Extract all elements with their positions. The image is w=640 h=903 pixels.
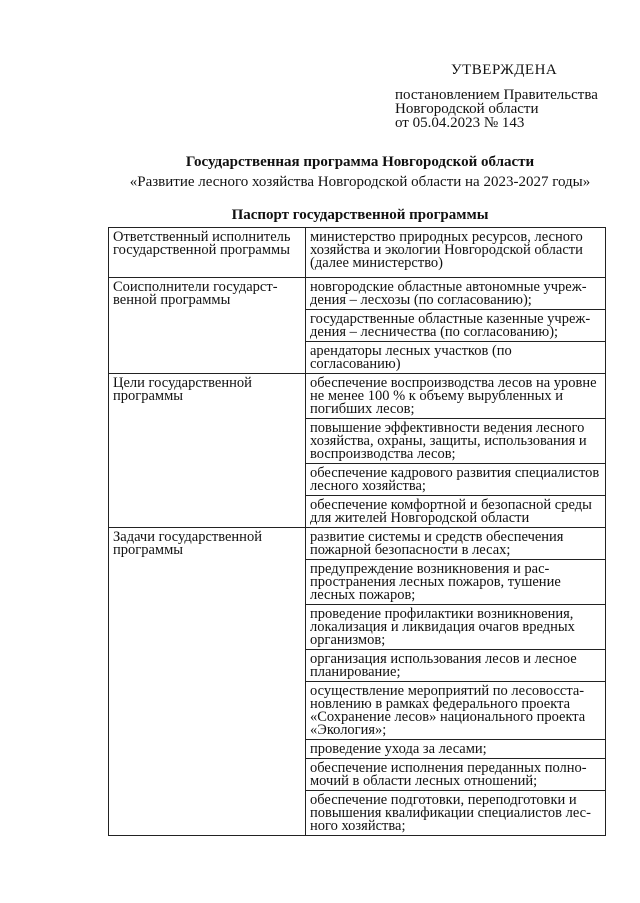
row-label: Ответственный исполнитель государственной программы (109, 228, 306, 278)
approval-line-3: от 05.04.2023 № 143 (395, 115, 525, 131)
row-item: предупреждение возникновения и рас-пространения лесных пожаров, тушение лесных пожаров; (306, 559, 605, 604)
passport-title: Паспорт государственной программы (231, 207, 489, 223)
row-label: Соисполнители государст-венной программы (109, 278, 306, 374)
table-row (109, 228, 606, 278)
row-item: государственные областные казенные учреж-дения – лесничества (по согласованию); (306, 309, 605, 341)
row-item: министерство природных ресурсов, лесного хозяйства и экологии Новгородской области (далее министерство) (310, 229, 583, 271)
row-content (306, 374, 606, 528)
row-content (306, 528, 606, 836)
approval-line-2: Новгородской области (395, 101, 539, 117)
row-item: арендаторы лесных участков (по согласованию) (306, 341, 605, 373)
table-row (109, 528, 606, 836)
document-titles (100, 152, 620, 225)
approval-heading: УТВЕРЖДЕНА (451, 62, 558, 78)
row-content (306, 228, 606, 278)
row-item: обеспечение кадрового развития специалистов лесного хозяйства; (306, 463, 605, 495)
row-item: новгородские областные автономные учреж-дения – лесхозы (по согласованию); (310, 279, 587, 308)
row-label: Задачи государственной программы (109, 528, 306, 836)
program-name: «Развитие лесного хозяйства Новгородской области на 2023-2027 годы» (129, 174, 591, 190)
row-item: обеспечение подготовки, переподготовки и повышения квалификации специалистов лес-ного хозяйства; (306, 790, 605, 835)
row-item: обеспечение исполнения переданных полно-мочий в области лесных отношений; (306, 758, 605, 790)
program-title: Государственная программа Новгородской области (185, 154, 535, 170)
table-row (109, 374, 606, 528)
row-item: обеспечение комфортной и безопасной среды для жителей Новгородской области (306, 495, 605, 527)
row-item: обеспечение воспроизводства лесов на уровне не менее 100 % к объему вырубленных и погибших лесов; (310, 375, 597, 417)
row-label: Цели государственной программы (109, 374, 306, 528)
passport-table (108, 227, 606, 836)
row-item: проведение ухода за лесами; (306, 739, 605, 758)
row-item: организация использования лесов и лесное планирование; (306, 649, 605, 681)
row-item: проведение профилактики возникновения, локализация и ликвидация очагов вредных организмов; (306, 604, 605, 649)
row-content (306, 278, 606, 374)
table-row (109, 278, 606, 374)
row-item: повышение эффективности ведения лесного хозяйства, охраны, защиты, использования и воспроизводства лесов; (306, 418, 605, 463)
approval-line-1: постановлением Правительства (395, 87, 598, 103)
row-item: осуществление мероприятий по лесовосста-новлению в рамках федерального проекта «Сохранение лесов» национального проекта «Экология»; (306, 681, 605, 739)
row-item: развитие системы и средств обеспечения пожарной безопасности в лесах; (310, 529, 564, 558)
approval-block (395, 62, 615, 130)
